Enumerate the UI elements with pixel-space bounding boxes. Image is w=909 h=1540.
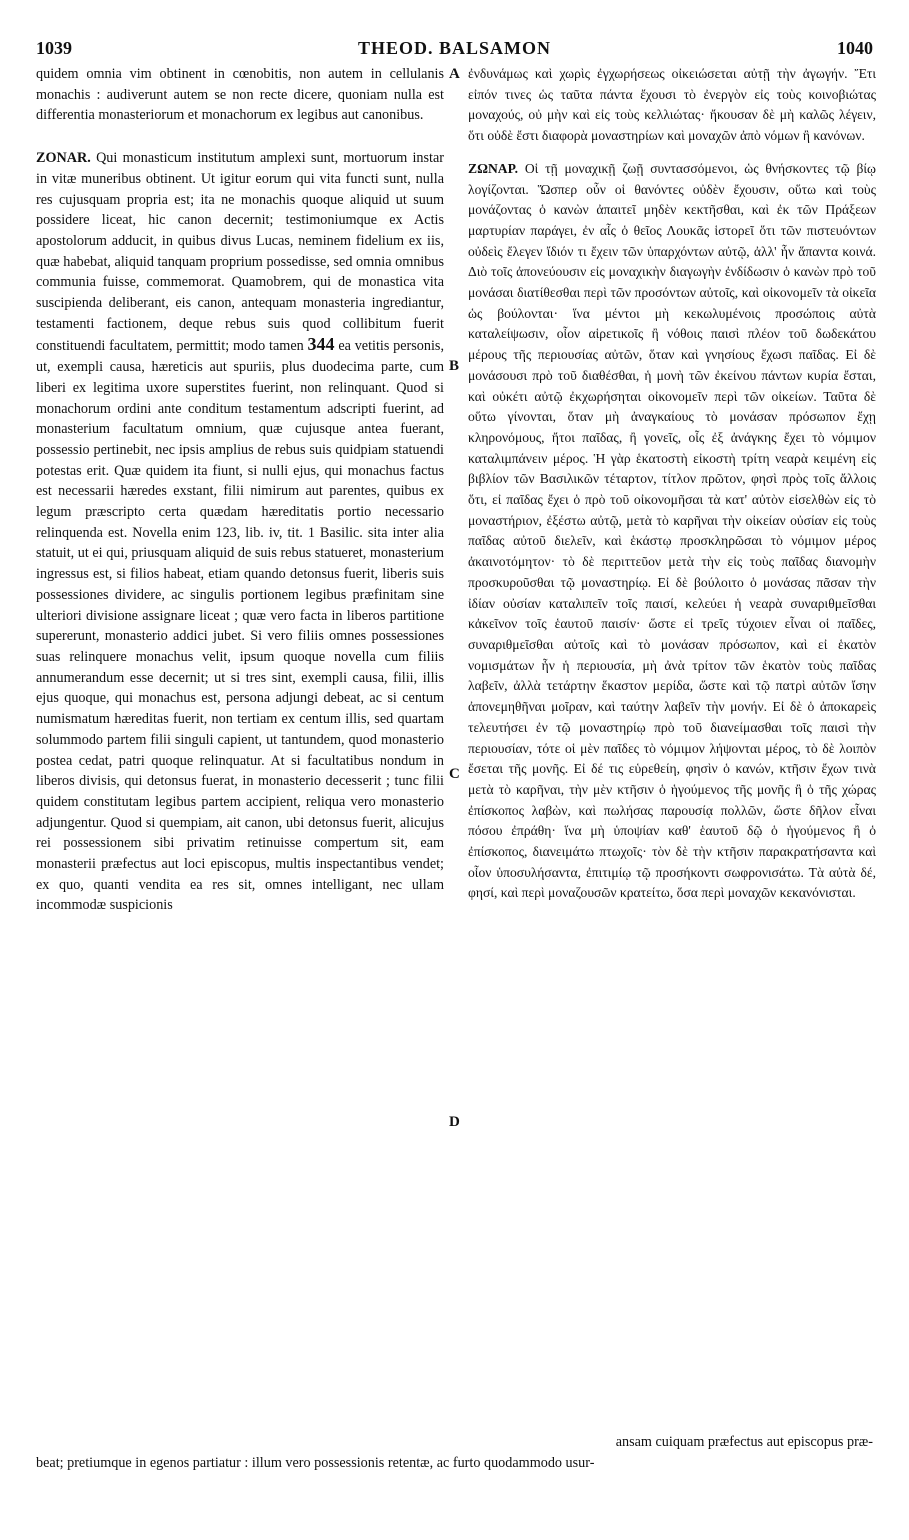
latin-body-2: ea vetitis personis, ut, exempli causa, hæreticis aut spuriis, plus duodecima parte, cum liberi ex legitima uxore superstites fuerint, non relinquant. Quod si monachorum ordini ante conditum testamentum adscripti fuerint, ad monasterium facultatum omnium, quæ cujusque antea fuerant, possessio pertinebit, nec ipsis amplius de rebus suis quidpiam statuendi potestas erit. Quæ quidem ita fiunt, si nulli ejus, qui monachus factus est necessarii hæredes exstant, filii nimirum aut parentes, quibus ex legum præscripto certa quædam hæreditatis portio necessario relinquenda est. Novella enim 123, lib. iv, tit. 1 Basilic. sita inter alia statuit, ut ei qui, priusquam aliquid de suis rebus statueret, monasterium ingressus est, si filios habeat, etiam quando detonsus fuerit, liberis suis possessiones dividere, ac singulis portionem legibus præfinitam sine ulteriori divisione assignare liceat ; quæ vero facta in liberos partitione supererunt, monasterio addici jubet. Si vero filiis omnes possessiones suas relinquere monachus velit, ipsum quoque novella cum filiis annumerandum esse decernit; ut si tres sint, exempli causa, filii, illis ejus quoque, qui monachus est, persona adjungi debeat, ac si centum numismatum hæreditas fuerit, non tertiam ex centum illis, sed quartam solummodo partem filii singuli capient, ut tantundem, quod monasterio postea cedat, patri quoque relinquatur. At si facultatibus nondum in liberos divisis, qui detonsus fuerat, in monasterio decesserit ; tunc filii quidem constitutam legibus partem accipient, reliqua vero monasterio adjungentur. Quod si quempiam, ait canon, ubi detonsus fuerit, alicujus rei possessionem sibi privatim retinuisse compertum sit, eam monasterii præfectus aut loci episcopus, multis inspectantibus vendet; ex quo, quanti vendita ea res sit, omnes intelligant, nec ullam incommodæ suspicionis bbox=[36, 338, 445, 914]
greek-body: Οἱ τῇ μοναχικῇ ζωῇ συντασσόμενοι, ὡς θνήσκοντες τῷ βίῳ λογίζονται. Ὥσπερ οὖν οἱ θανόντες οὐδὲν ἔχουσιν, οὕτω καὶ τοὺς μονάζοντας ὁ κανὼν ἀπαιτεῖ μηδὲν κεκτῆσθαι, καὶ ἐκ τῶν Πράξεων μαρτυρίαν παράγει, ἐν αἷς ὁ θεῖος Λουκᾶς ἱστορεῖ ὅτι τῶν πιστευόντων οὐδεὶς ἔλεγεν ἴδιόν τι ἔχειν τῶν ὑπαρχόντων αὐτῷ, ἀλλ' ἦν ἅπαντα κοινά. Διὸ τοῖς ἀπονεύουσιν εἰς μοναχικὴν διαγωγὴν ἐνδίδωσιν ὁ κανὼν πρὸ τοῦ μονάσαι διατίθεσθαι περὶ τῶν προσόντων αὐτοῖς, καὶ οἰκονομεῖν τὰ οἰκεῖα ὡς βούλονται· ἵνα μέντοι μὴ κεκωλυμένοις προσώποις αὐτὰ καταλείψωσιν, οἷον αἱρετικοῖς ἢ νόθοις παισὶ πλέον τοῦ δωδεκάτου μέρους τῆς περιουσίας αὐτῶν, ὅταν καὶ γνησίους ἔχωσι παῖδας. Εἰ δὲ μονάσουσι πρὸ τοῦ διαθέσθαι, ἡ μονὴ τῶν ἐκείνου πάντων κυρία ἔσται, καὶ οὐκέτι αὐτῷ ἐκχωρήσηται οἰκονομεῖν περὶ τῶν οἰκείων. Ταῦτα δὲ οὕτω γίνονται, ὅταν μὴ ἀναγκαίους τὸ μονάσαν πρόσωπον ἔχῃ κληρονόμους, ἤτοι παῖδας, ἢ γονεῖς, οἷς ἐξ ἀνάγκης ἔχει τὸ νόμιμον καταλιμπάνειν μέρος. Ἡ γὰρ ἑκατοστὴ εἰκοστὴ τρίτη νεαρὰ κειμένη εἰς βιβλίον τῶν Βασιλικῶν τέταρτον, τίτλον πρῶτον, φησὶ πρὸς τοῖς ἄλλοις ὅτι, εἰ παῖδας ἔχει ὁ πρὸ τοῦ οἰκονομῆσαι τὰ κατ' αὐτὸν εἰσελθὼν εἰς τὸ μοναστήριον, ἐξέστω αὐτῷ, μετὰ τὸ καρῆναι τὴν οἰκείαν οὐσίαν εἰς τοὺς παῖδας αὐτοῦ διελεῖν, καὶ ἑκάστῳ προσκληρῶσαι τὸ νόμιμον μέρος ἀκαινοτόμητον· τὸ δὲ περιττεῦον μετὰ τὴν εἰς τοὺς παῖδας διανομὴν προσκυροῦσθαι τῷ μοναστηρίῳ. Εἰ δὲ βούλοιτο ὁ μονάσας πᾶσαν τὴν ἰδίαν οὐσίαν καταλιπεῖν τοῖς παισί, κελεύει ἡ νεαρὰ συναριθμεῖσθαι κἀκεῖνον τοῖς ἑαυτοῦ παισίν· ὥστε εἰ τρεῖς τύχοιεν εἶναι οἱ παῖδες, συναριθμεῖσθαι αὐτοῖς καὶ τὸ μονάσαν πρόσωπον, καὶ εἰ ἑκατὸν νομισμάτων ἦν ἡ περιουσία, μὴ ἀνὰ τρίτον τῶν ἑκατὸν τοὺς παῖδας λαβεῖν, ἀλλὰ τετάρτην ἕκαστον μερίδα, ὥστε καὶ τῷ πατρὶ αὐτῶν ἴσην ἀπονεμηθῆναι μοῖραν, καὶ ταύτην λαβεῖν τὴν μονήν. Εἰ δὲ ὁ ἀποκαρεὶς τελευτήσει ἐν τῷ μοναστηρίῳ πρὸ τοῦ διανείμασθαι τοῖς παισὶ τὴν περιουσίαν, τότε οἱ μὲν παῖδες τὸ νόμιμον λήψονται μέρος, τὸ δὲ λοιπὸν ἔσεται τῆς μονῆς. Εἰ δέ τις εὑρεθείη, φησὶν ὁ κανών, κτῆσιν ἔχων τινὰ μετὰ τὸ καρῆναι, τὴν μὲν κτῆσιν ὁ ἡγούμενος τῆς μονῆς ἢ ὁ τῆς χώρας ἐπίσκοπος λαβὼν, καὶ πωλήσας παρουσίᾳ πολλῶν, ὥστε δῆλον εἶναι πόσου ἐπράθη· ἵνα μὴ ὑποψίαν καθ' ἑαυτοῦ δῷ ὁ ἡγούμενος ἢ ὁ ἐπίσκοπος, διανειμάτω πτωχοῖς· τὸν δὲ τὴν κτῆσιν παρακρατήσαντα καὶ οἷον ὑποσυλήσαντα, ἐπιτιμίῳ τῷ προσήκοντι σωφρονισάτω. Τὰ αὐτὰ δέ, φησί, καὶ περὶ μοναζουσῶν κρατείτω, ὅσα περὶ μοναχῶν κεκανόνισται. bbox=[468, 160, 877, 901]
footer-continuation bbox=[36, 1432, 873, 1473]
margin-letter-a: A bbox=[449, 66, 460, 82]
latin-intro: quidem omnia vim obtinent in cœnobitis, non autem in cellulanis monachis : audiverunt autem se non recte dicere, quoniam nulla est differentia monasteriorum et monachorum ex legibus aut canonibus. bbox=[36, 66, 444, 124]
running-title: THEOD. BALSAMON bbox=[357, 38, 552, 58]
greek-intro: ἐνδυνάμως καὶ χωρὶς ἐγχωρήσεως οἰκειώσεται αὐτῇ τὴν ἀγωγήν. Ἔτι εἰπόν τινες ὡς ταῦτα πάντα ἔχουσι τὸ ἐνεργὸν εἰς τοὺς κοινοβιώτας μοναχούς, οὐ μὴν καὶ εἰς τοὺς κελλιώτας· ἤκουσαν δὲ μὴ καλῶς λέγειν, ὅτι οὐδὲ ἔστι διαφορὰ μοναστηρίων καὶ μοναχῶν ἀπὸ νόμων ἢ κανόνων. bbox=[468, 66, 876, 144]
latin-zonar-paragraph bbox=[36, 148, 444, 916]
greek-column bbox=[468, 64, 876, 904]
margin-letter-d: D bbox=[449, 1114, 460, 1130]
left-page-number: 1039 bbox=[36, 38, 72, 58]
greek-zonar-paragraph bbox=[468, 159, 876, 904]
column-number: 344 bbox=[307, 334, 335, 355]
latin-zonar-label: ZONAR. bbox=[36, 150, 91, 167]
right-page-number: 1040 bbox=[837, 38, 873, 58]
footer-line-1: ansam cuiquam præfectus aut episcopus præ- bbox=[615, 1434, 873, 1450]
footer-line-2: beat; pretiumque in egenos partiatur : illum vero possessionis retentæ, ac furto quodammodo usur- bbox=[36, 1454, 595, 1471]
margin-letter-b: B bbox=[449, 358, 460, 374]
latin-body-1: Qui monasticum institutum amplexi sunt, mortuorum instar in vitæ muneribus obtinent. Ut igitur eorum qui vita functi sunt, nulla res cujusquam propria est; ita ne monachis quoque aliquid ut suum possidere liceat, hic canon decernit; testimoniumque ex Actis apostolorum adducit, in quibus divus Lucas, neminem fidelium ex iis, quæ habebat, aliquid tanquam proprium possedisse, sed omnia omnibus communia fuisse, commemorat. Quamobrem, qui de monastica vita suscipienda deliberant, eis canon, antequam monasteria ingrediantur, testamenti factionem, deque rebus suis quod collibitum fuerit constituendi facultatem, permittit; modo tamen bbox=[36, 150, 445, 355]
greek-zonar-label: ΖΩΝΑΡ. bbox=[468, 160, 519, 176]
page-header bbox=[36, 38, 873, 60]
latin-column bbox=[36, 64, 444, 916]
margin-letter-c: C bbox=[449, 766, 460, 782]
